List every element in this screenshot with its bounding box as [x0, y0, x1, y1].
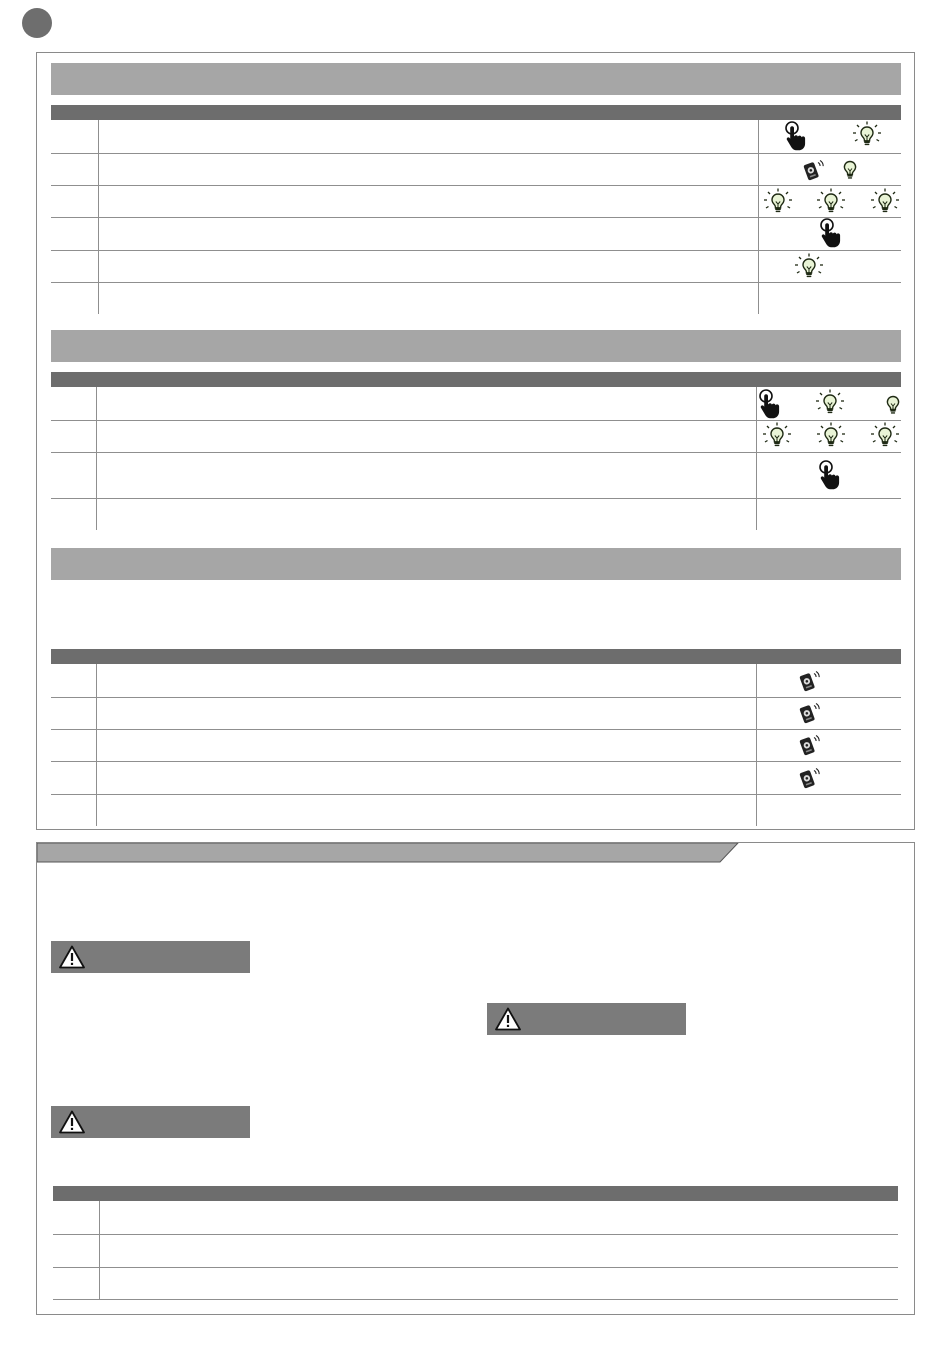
- hand-press-icon: [818, 460, 842, 490]
- table-1-header: [51, 105, 901, 120]
- table-3-col-divider-left: [96, 664, 97, 826]
- table-3-row-divider: [51, 761, 901, 762]
- table-3-row-divider: [51, 794, 901, 795]
- table-1-row-divider: [51, 153, 901, 154]
- table-2-col-divider-left: [96, 387, 97, 530]
- section-bar-1: [51, 63, 901, 95]
- remote-control-icon: [798, 701, 822, 725]
- table-3-col-divider-right: [756, 664, 757, 826]
- table-2-col-divider-right: [756, 387, 757, 530]
- lightbulb-blink-icon: [815, 421, 847, 453]
- table-2-header: [51, 372, 901, 387]
- lightbulb-blink-icon: [762, 187, 794, 219]
- table-4-header: [53, 1186, 898, 1201]
- lightbulb-icon: [838, 157, 862, 181]
- page-marker-circle: [22, 8, 52, 38]
- hand-press-icon: [784, 121, 808, 151]
- lightbulb-blink-icon: [761, 421, 793, 453]
- warning-triangle-icon: [494, 1006, 522, 1032]
- table-3-header: [51, 649, 901, 664]
- table-4-col-divider-left: [99, 1201, 100, 1299]
- remote-control-icon: [798, 766, 822, 790]
- table-3-row-divider: [51, 697, 901, 698]
- lightbulb-blink-icon: [814, 388, 846, 420]
- warning-box-1: [51, 941, 250, 973]
- lightbulb-blink-icon: [793, 252, 825, 284]
- hand-press-icon: [758, 389, 782, 419]
- table-4-row-divider: [53, 1299, 898, 1300]
- lightbulb-icon: [881, 392, 905, 416]
- table-3-row-divider: [51, 729, 901, 730]
- lightbulb-blink-icon: [869, 421, 901, 453]
- table-1-row-divider: [51, 282, 901, 283]
- warning-triangle-icon: [58, 944, 86, 970]
- remote-control-icon: [798, 669, 822, 693]
- section-bar-2: [51, 330, 901, 362]
- remote-control-icon: [802, 158, 826, 182]
- lightbulb-blink-icon: [851, 120, 883, 152]
- lower-panel: [36, 842, 915, 1315]
- table-4-row-divider: [53, 1267, 898, 1268]
- warning-box-2: [487, 1003, 686, 1035]
- table-1-row-divider: [51, 185, 901, 186]
- lightbulb-blink-icon: [869, 187, 901, 219]
- table-2-row-divider: [51, 498, 901, 499]
- hand-press-icon: [819, 218, 843, 248]
- table-1-row-divider: [51, 250, 901, 251]
- remote-control-icon: [798, 733, 822, 757]
- lightbulb-blink-icon: [815, 187, 847, 219]
- lower-panel-header-bar: [37, 843, 739, 863]
- table-4-row-divider: [53, 1234, 898, 1235]
- warning-triangle-icon: [58, 1109, 86, 1135]
- section-bar-3: [51, 548, 901, 580]
- warning-box-3: [51, 1106, 250, 1138]
